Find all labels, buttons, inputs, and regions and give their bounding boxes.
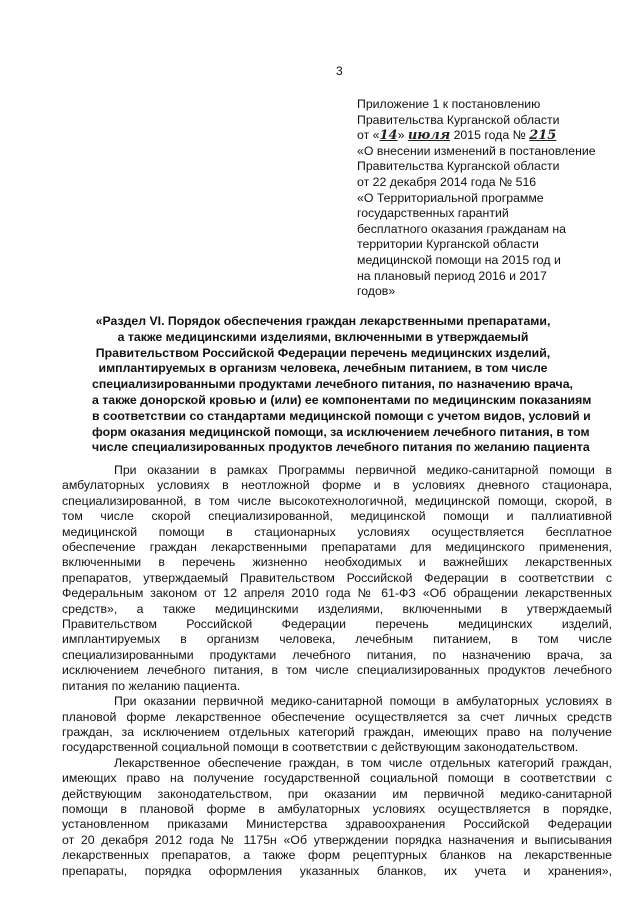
paragraph-line: имеющих право на получение государственной социальной помощи в соответствии с [62,771,612,786]
paragraph [62,694,612,756]
appendix-title-line: «О Территориальной программе [357,190,544,205]
appendix-title-line: государственных гарантий [357,206,509,221]
paragraph-line: Правительством Российской Федерации перечень медицинских изделий, [62,617,612,632]
paragraph [62,756,612,879]
heading-line: числе специализированных продуктов лечебного питания по желанию пациента [92,440,590,455]
appendix-title-line: территории Курганской области [357,237,539,252]
paragraph [62,463,612,694]
paragraph-line: медицинской помощи в стационарных условиях осуществляется бесплатное [62,524,612,539]
paragraph-line: имплантируемых в организм человека, лечебным питанием, в том числе [62,632,612,647]
paragraph-line: Федеральным законом от 12 апреля 2010 года № 61-ФЗ «Об обращении лекарственных [62,586,612,601]
appendix-block [357,97,627,300]
appendix-title-line: на плановый период 2016 и 2017 [357,268,547,283]
paragraph-line: действующим законодательством, при оказании им первичной медико-санитарной [62,786,612,801]
paragraph-line: специализированными продуктами лечебного питания, по назначению врача, за [62,647,612,662]
section-heading [92,314,592,456]
appendix-title-line: «О внесении изменений в постановление [357,143,596,158]
appendix-line: Правительства Курганской области [357,112,560,127]
appendix-date-line [357,128,627,144]
paragraph-line: обеспечение граждан лекарственными препаратами для медицинского применения, [62,540,612,555]
paragraph-line: Лекарственное обеспечение граждан, в том числе отдельных категорий граждан, [114,755,612,770]
heading-line: форм оказания медицинской помощи, за исключением лечебного питания, в том [92,424,590,439]
paragraph-line: государственной социальной помощи в соответствии с действующим законодательством. [62,740,579,755]
appendix-title-line: от 22 декабря 2014 года № 516 [357,174,537,189]
paragraph-line: При оказании в рамках Программы первичной медико-санитарной помощи в [114,463,612,477]
page-number: 3 [336,64,343,78]
handwritten-month: июля [407,128,451,144]
heading-line: в соответствии со стандартами медицинской помощи с учетом видов, условий и [92,408,591,423]
document-body [62,463,612,879]
date-prefix: от « [357,128,380,143]
paragraph-line: лекарственных препаратов, а также форм рецептурных бланков на лекарственные [62,848,612,863]
handwritten-number: 215 [529,128,557,144]
paragraph-line: том числе скорой специализированной, медицинской помощи и паллиативной [62,509,612,524]
heading-line: имплантируемых в организм человека, лечебным питанием, в том числе [98,361,548,376]
paragraph-line: питания по желанию пациента. [62,678,241,693]
appendix-title-line: Правительства Курганской области [357,159,560,174]
heading-line: Правительством Российской Федерации перечень медицинских изделий, [95,345,551,360]
paragraph-line: от 20 декабря 2012 года № 1175н «Об утверждении порядка назначения и выписывания [62,832,612,847]
appendix-line: Приложение 1 к постановлению [357,97,541,111]
paragraph-line: специализированной, в том числе высокотехнологичной, медицинской помощи, скорой, в [62,493,612,508]
paragraph-line: включенными в перечень жизненно необходимых и важнейших лекарственных [62,555,612,570]
heading-line: «Раздел VI. Порядок обеспечения граждан лекарственными препаратами, [95,314,551,328]
heading-line: специализированными продуктами лечебного питания, по назначению врача, [92,377,573,392]
handwritten-day: 14 [379,128,398,144]
heading-line: а также медицинскими изделиями, включенными в утверждаемый [117,329,529,344]
paragraph-line: плановой форме лекарственное обеспечение осуществляется за счет личных средств [62,709,612,724]
paragraph-line: установленном приказами Министерства здравоохранения Российской Федерации [62,817,612,832]
paragraph-line: препаратов, утверждаемый Правительством Российской Федерации в соответствии с [62,570,612,585]
paragraph-line: граждан, за исключением отдельных категорий граждан, имеющих право на получение [62,724,612,739]
heading-line: а также донорской кровью и (или) ее компонентами по медицинским показаниям [92,392,592,407]
date-mid: » [397,128,408,143]
appendix-title-line: годов» [357,284,396,299]
paragraph-line: помощи в плановой форме в амбулаторных условиях осуществляется в порядке, [62,801,612,816]
date-suffix: 2015 года № [450,128,530,143]
paragraph-line: препараты, порядка оформления указанных бланков, их учета и хранения», [62,863,612,878]
paragraph-line: средств», а также медицинскими изделиями, включенными в утверждаемый [62,601,612,616]
appendix-title-lines [357,144,627,300]
paragraph-line: При оказании первичной медико-санитарной помощи в амбулаторных условиях в [114,694,612,709]
appendix-title-line: бесплатного оказания гражданам на [357,221,566,236]
paragraph-line: исключением лечебного питания, в том числе специализированных продуктов лечебного [62,663,612,678]
paragraph-line: амбулаторных условиях в неотложной форме и в условиях дневного стационара, [62,478,612,493]
appendix-title-line: медицинской помощи на 2015 год и [357,252,561,267]
